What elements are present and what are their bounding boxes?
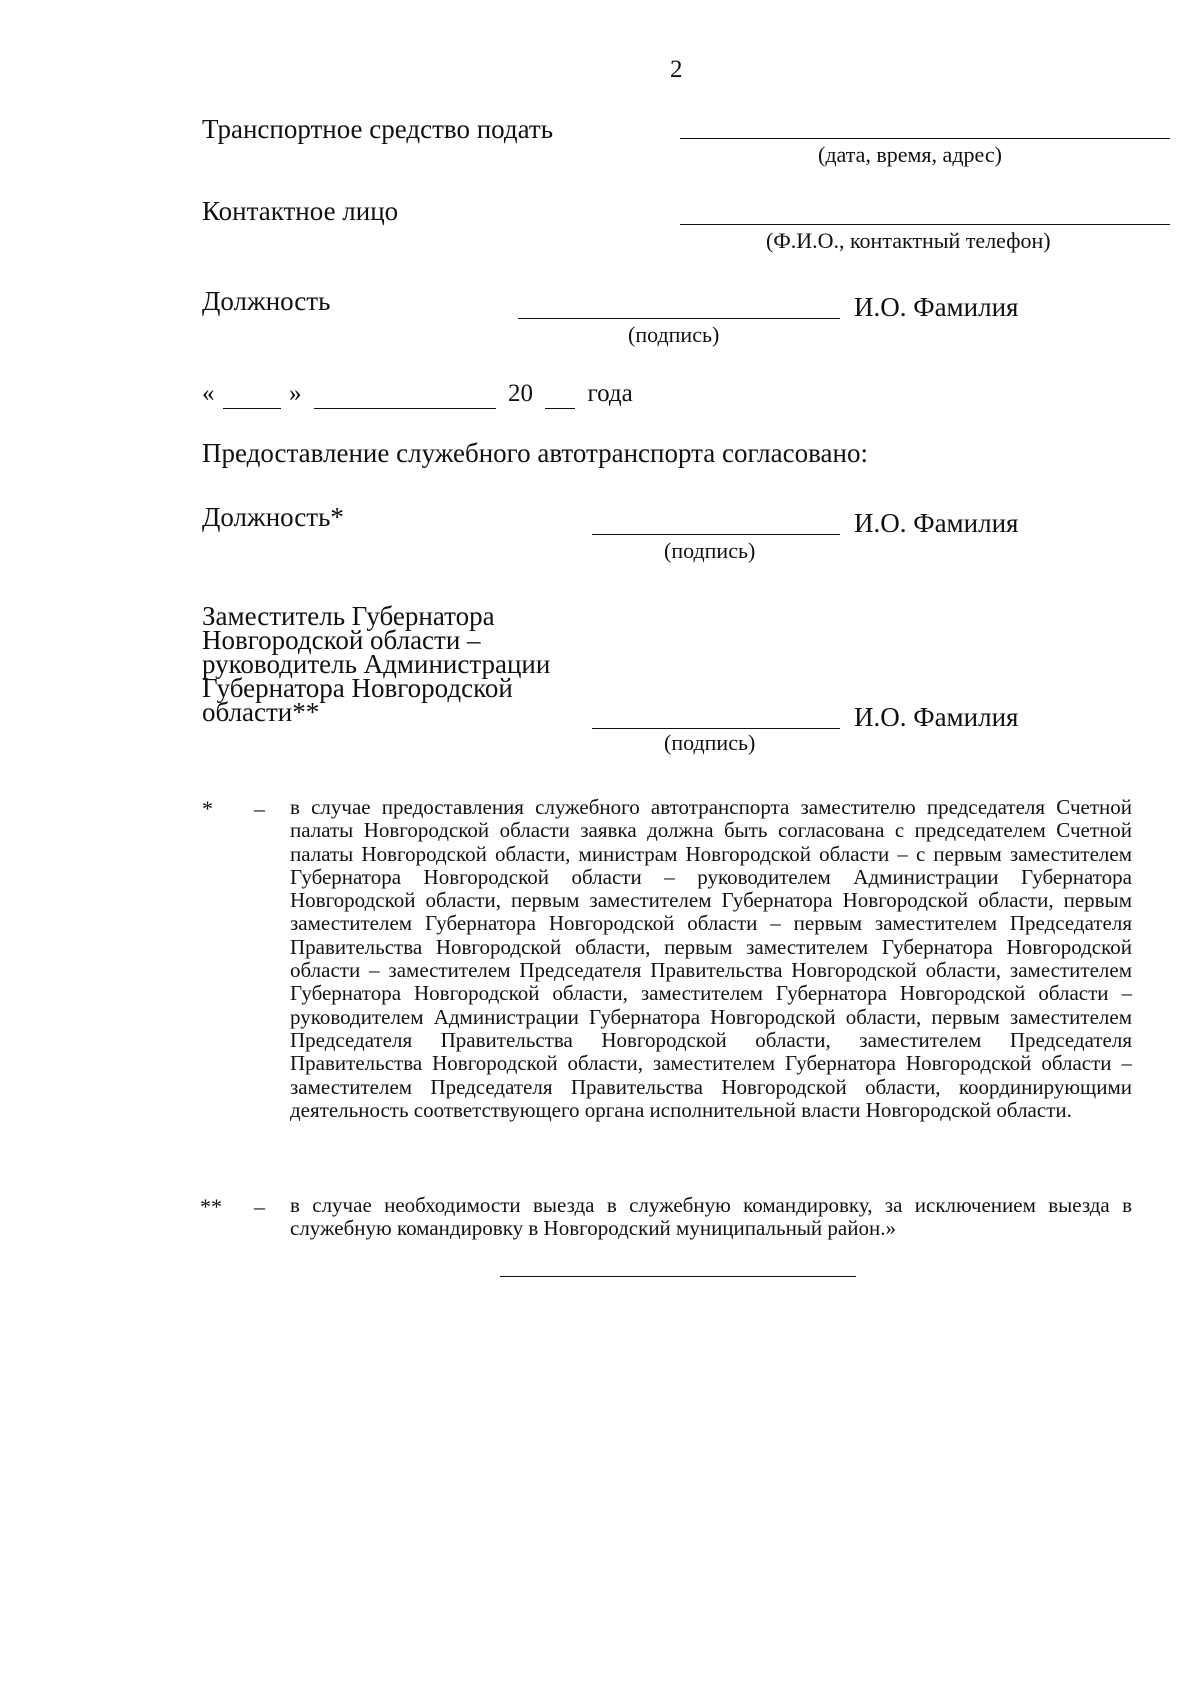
deputy-title (202, 601, 551, 727)
year-suffix: года (587, 380, 633, 407)
name-placeholder-2: И.О. Фамилия (854, 508, 1019, 538)
footnote-marker-1: * (202, 796, 213, 821)
year-blank (545, 380, 575, 409)
footnote-dash-1: – (254, 796, 265, 821)
date-open-quote: « (202, 380, 215, 407)
vehicle-hint: (дата, время, адрес) (818, 142, 1002, 167)
deputy-line: области** (202, 697, 320, 727)
footnote-marker-2: ** (200, 1194, 222, 1219)
footnote-dash-2: – (254, 1194, 265, 1219)
contact-hint: (Ф.И.О., контактный телефон) (766, 228, 1051, 253)
date-row (202, 380, 633, 409)
signature-hint-1: (подпись) (628, 322, 720, 347)
deputy-line: Губернатора Новгородской (202, 673, 513, 703)
signature-hint-2: (подпись) (664, 538, 756, 563)
deputy-line: руководитель Администрации (202, 649, 551, 679)
footnote-text-2: в случае необходимости выезда в служебную командировку, за исключением выезда в служебную командировку в Новгородский муниципальный район.» (290, 1193, 1132, 1241)
signature-underline-1 (518, 318, 840, 319)
agreed-heading: Предоставление служебного автотранспорта согласовано: (202, 438, 868, 468)
signature-underline-3 (592, 728, 840, 729)
signature-hint-3: (подпись) (664, 730, 756, 755)
day-blank (223, 380, 281, 409)
footnote-text-1: в случае предоставления служебного автотранспорта заместителю председателя Счетной палаты Новгородской области заявка должна быть согласована с председателем Счетной палаты Новгородской области, министрам Новгородской области – с первым заместителем Губернатора Новгородской области – руководителем Администрации Губернатора Новгородской области, первым заместителем Губернатора Новгородской области, первым заместителем Губернатора Новгородской области – первым заместителем Председателя Правительства Новгородской области, первым заместителем Губернатора Новгородской области – заместителем Председателя Правительства Новгородской области, заместителем Губернатора Новгородской области, заместителем Губернатора Новгородской области – руководителем Администрации Губернатора Новгородской области, первым заместителем Председателя Правительства Новгородской области, заместителем Председателя Правительства Новгородской области, заместителем Губернатора Новгородской области – заместителем Председателя Правительства Новгородской области, координирующими деятельность соответствующего органа исполнительной власти Новгородской области. (290, 795, 1132, 1122)
vehicle-label: Транспортное средство подать (202, 114, 554, 144)
signature-underline-2 (592, 534, 840, 535)
closing-separator (500, 1276, 856, 1277)
deputy-line: Заместитель Губернатора (202, 601, 495, 631)
name-placeholder-1: И.О. Фамилия (854, 292, 1019, 322)
contact-label: Контактное лицо (202, 196, 399, 226)
page-number: 2 (670, 56, 683, 83)
position-star-label: Должность* (202, 502, 344, 532)
name-placeholder-3: И.О. Фамилия (854, 702, 1019, 732)
month-blank (314, 380, 496, 409)
deputy-line: Новгородской области – (202, 625, 481, 655)
contact-underline (680, 224, 1170, 225)
vehicle-underline (680, 138, 1170, 139)
position-label: Должность (202, 286, 331, 316)
date-close-quote: » (289, 380, 302, 407)
year-prefix: 20 (508, 380, 533, 407)
